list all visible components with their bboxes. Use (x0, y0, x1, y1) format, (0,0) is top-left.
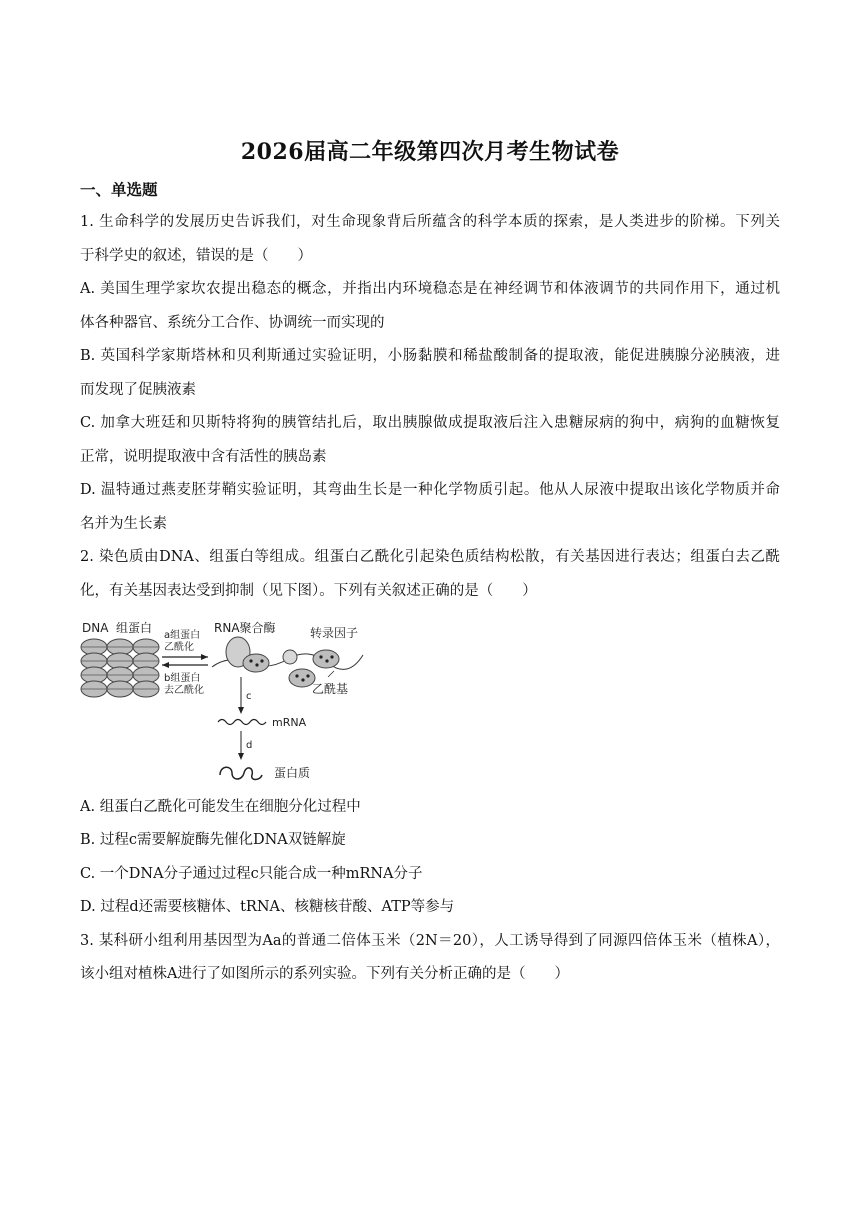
q3-stem-line-1: 3. 某科研小组利用基因型为Aa的普通二倍体玉米（2N＝20），人工诱导得到了同源四倍体玉米（植株A）， (80, 933, 780, 949)
q2-stem-line-1: 2. 染色质由DNA、组蛋白等组成。组蛋白乙酰化引起染色质结构松散，有关基因进行表达；组蛋白去乙酰 (80, 549, 780, 565)
q1-option-d-line-1: D. 温特通过燕麦胚芽鞘实验证明，其弯曲生长是一种化学物质引起。他从人尿液中提取出该化学物质并命 (80, 482, 780, 498)
transcription-factor-shape (283, 650, 297, 664)
fig-label-mrna: mRNA (272, 716, 307, 729)
q1-option-d-line-2: 名并为生长素 (80, 516, 167, 532)
fig-label-dna: DNA (82, 621, 109, 635)
q2-option-a: A. 组蛋白乙酰化可能发生在细胞分化过程中 (80, 799, 361, 815)
q3-stem-line-2: 该小组对植株A进行了如图所示的系列实验。下列有关分析正确的是（ ） (80, 966, 569, 982)
q2-option-d: D. 过程d还需要核糖体、tRNA、核糖核苷酸、ATP等参与 (80, 899, 455, 915)
q1-stem-line-2: 于科学史的叙述，错误的是（ ） (80, 248, 312, 264)
fig-label-protein: 蛋白质 (274, 766, 311, 780)
q1-option-c-line-1: C. 加拿大班廷和贝斯特将狗的胰管结扎后，取出胰腺做成提取液后注入患糖尿病的狗中，病狗的血糖恢复 (80, 415, 780, 431)
q2-option-c: C. 一个DNA分子通过过程c只能合成一种mRNA分子 (80, 866, 423, 882)
nucleosome-1 (243, 654, 269, 672)
condensed-chromatin (81, 639, 159, 697)
fig-label-rna-polymerase: RNA聚合酶 (214, 621, 276, 635)
arrow-head-left (162, 662, 169, 668)
q1-option-b-line-1: B. 英国科学家斯塔林和贝利斯通过实验证明，小肠黏膜和稀盐酸制备的提取液，能促进胰腺分泌胰液，进 (80, 348, 780, 364)
fig-label-c: c (246, 691, 252, 702)
fig-label-histone: 组蛋白 (116, 621, 153, 635)
fig-label-b-bottom: 去乙酰化 (164, 685, 204, 696)
fig-label-a-top: a组蛋白 (164, 630, 201, 641)
q1-option-b-line-2: 而发现了促胰液素 (80, 382, 196, 398)
mrna-wave (218, 720, 266, 725)
arrow-head-right (201, 654, 208, 660)
protein-chain (220, 767, 262, 779)
fig-label-b-top: b组蛋白 (164, 673, 201, 684)
q1-option-c-line-2: 正常，说明提取液中含有活性的胰岛素 (80, 449, 327, 465)
q1-option-a-line-2: 体各种器官、系统分工合作、协调统一而实现的 (80, 315, 385, 331)
histone-acetylation-diagram (78, 615, 378, 785)
fig-label-d: d (246, 740, 253, 751)
fig-label-acetyl: 乙酰基 (312, 682, 349, 696)
q1-option-a-line-1: A. 美国生理学家坎农提出稳态的概念，并指出内环境稳态是在神经调节和体液调节的共同作用下，通过机 (80, 281, 780, 297)
q2-stem-line-2: 化，有关基因表达受到抑制（见下图）。下列有关叙述正确的是（ ） (80, 583, 537, 599)
nucleosome-2 (313, 650, 339, 668)
fig-label-a-bottom: 乙酰化 (164, 642, 194, 653)
page-title: 2026届高二年级第四次月考生物试卷 (240, 139, 620, 165)
fig-label-transcription-factor: 转录因子 (310, 626, 359, 640)
q1-stem-line-1: 1. 生命科学的发展历史告诉我们，对生命现象背后所蕴含的科学本质的探索，是人类进步的阶梯。下列关 (80, 214, 780, 230)
q2-option-b: B. 过程c需要解旋酶先催化DNA双链解旋 (80, 832, 346, 848)
section-heading: 一、单选题 (80, 180, 158, 199)
